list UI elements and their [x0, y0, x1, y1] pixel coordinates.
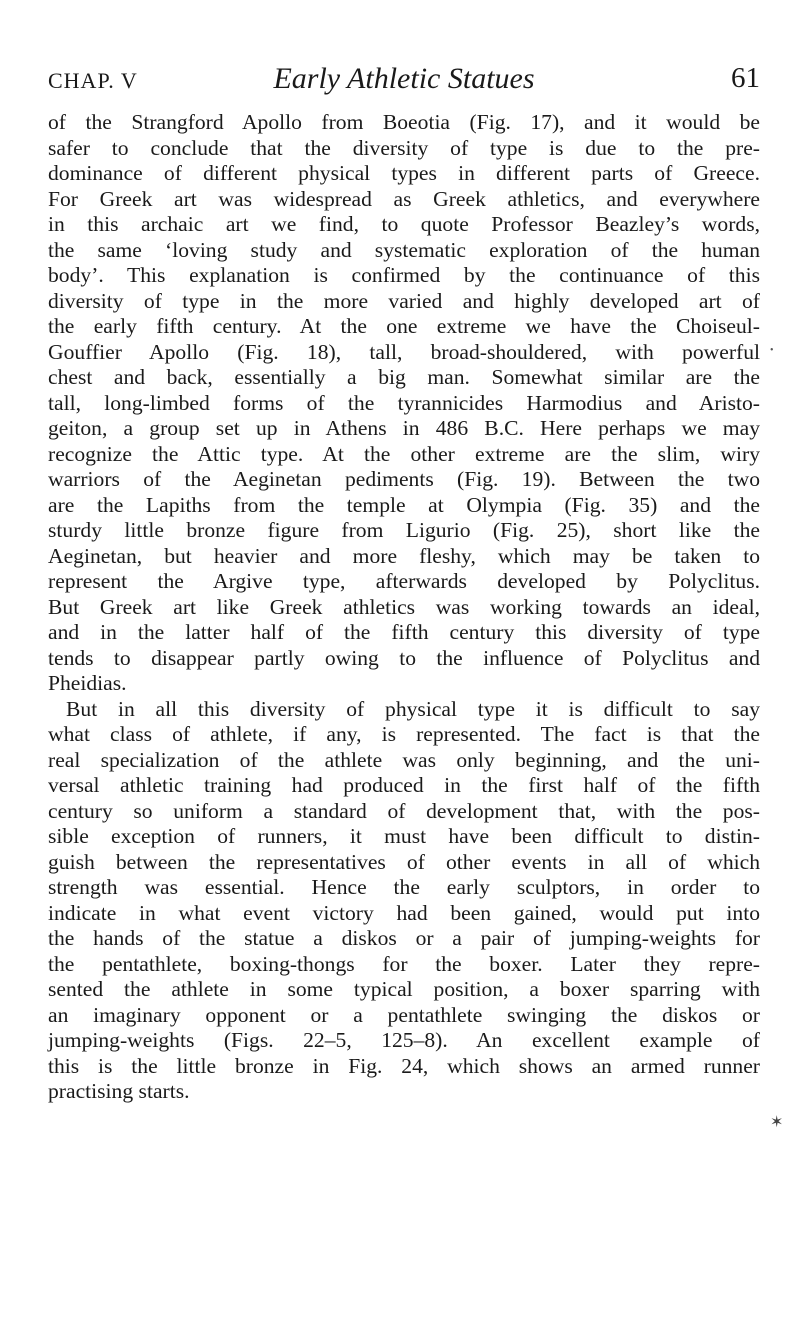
text-line: jumping-weights (Figs. 22–5, 125–8). An excellent example of [48, 1028, 760, 1052]
text-line: represent the Argive type, afterwards developed by Polyclitus. [48, 569, 760, 593]
text-line: Gouffier Apollo (Fig. 18), tall, broad-shouldered, with powerful [48, 339, 760, 364]
paragraph [48, 110, 760, 697]
text-line: tall, long-limbed forms of the tyrannicides Harmodius and Aristo- [48, 390, 760, 415]
text-line: chest and back, essentially a big man. Somewhat similar are the [48, 365, 760, 389]
text-line: real specialization of the athlete was only beginning, and the uni- [48, 747, 760, 772]
chapter-label: CHAP. V [48, 68, 138, 93]
text-line: diversity of type in the more varied and highly developed art of [48, 288, 760, 313]
running-title: Early Athletic Statues [273, 62, 535, 95]
text-line: the pentathlete, boxing-thongs for the boxer. Later they repre- [48, 951, 760, 976]
text-line: the early fifth century. At the one extreme we have the Choiseul- [48, 314, 760, 338]
text-line: century so uniform a standard of development that, with the pos- [48, 798, 760, 823]
text-line: guish between the representatives of other events in all of which [48, 849, 760, 874]
text-line: and in the latter half of the fifth century this diversity of type [48, 620, 760, 644]
text-line: recognize the Attic type. At the other extreme are the slim, wiry [48, 441, 760, 466]
text-line: sturdy little bronze figure from Ligurio (Fig. 25), short like the [48, 518, 760, 542]
text-line: this is the little bronze in Fig. 24, which shows an armed runner [48, 1053, 760, 1078]
text-line: warriors of the Aeginetan pediments (Fig. 19). Between the two [48, 467, 760, 491]
paragraph [48, 697, 760, 1105]
text-line: are the Lapiths from the temple at Olympia (Fig. 35) and the [48, 492, 760, 517]
running-head [48, 62, 760, 102]
margin-star-mark: ✶ [770, 1114, 784, 1131]
text-line: in this archaic art we find, to quote Professor Beazley’s words, [48, 212, 760, 236]
page-number: 61 [731, 62, 760, 94]
text-line: But in all this diversity of physical type it is difficult to say [66, 696, 760, 721]
text-line: Pheidias. [48, 671, 127, 695]
text-line: For Greek art was widespread as Greek athletics, and everywhere [48, 186, 760, 211]
text-line: geiton, a group set up in Athens in 486 B.C. Here perhaps we may [48, 416, 760, 440]
text-line: tends to disappear partly owing to the influence of Polyclitus and [48, 645, 760, 670]
text-line: the same ‘loving study and systematic exploration of the human [48, 237, 760, 262]
text-line: Aeginetan, but heavier and more fleshy, which may be taken to [48, 543, 760, 568]
text-line: an imaginary opponent or a pentathlete swinging the diskos or [48, 1002, 760, 1027]
text-line: indicate in what event victory had been gained, would put into [48, 900, 760, 925]
text-line: body’. This explanation is confirmed by the continuance of this [48, 263, 760, 287]
text-line: dominance of different physical types in different parts of Greece. [48, 161, 760, 185]
text-line: sible exception of runners, it must have been difficult to distin- [48, 824, 760, 848]
text-line: versal athletic training had produced in the first half of the fifth [48, 773, 760, 797]
text-line: sented the athlete in some typical position, a boxer sparring with [48, 977, 760, 1001]
body-text [48, 110, 760, 1105]
text-line: what class of athlete, if any, is represented. The fact is that the [48, 722, 760, 746]
text-line: safer to conclude that the diversity of type is due to the pre- [48, 135, 760, 160]
text-line: of the Strangford Apollo from Boeotia (Fig. 17), and it would be [48, 110, 760, 134]
text-line: the hands of the statue a diskos or a pair of jumping-weights for [48, 926, 760, 950]
margin-dot-mark: • [770, 345, 774, 356]
text-line: strength was essential. Hence the early sculptors, in order to [48, 875, 760, 899]
text-line: practising starts. [48, 1079, 190, 1103]
text-line: But Greek art like Greek athletics was working towards an ideal, [48, 594, 760, 619]
